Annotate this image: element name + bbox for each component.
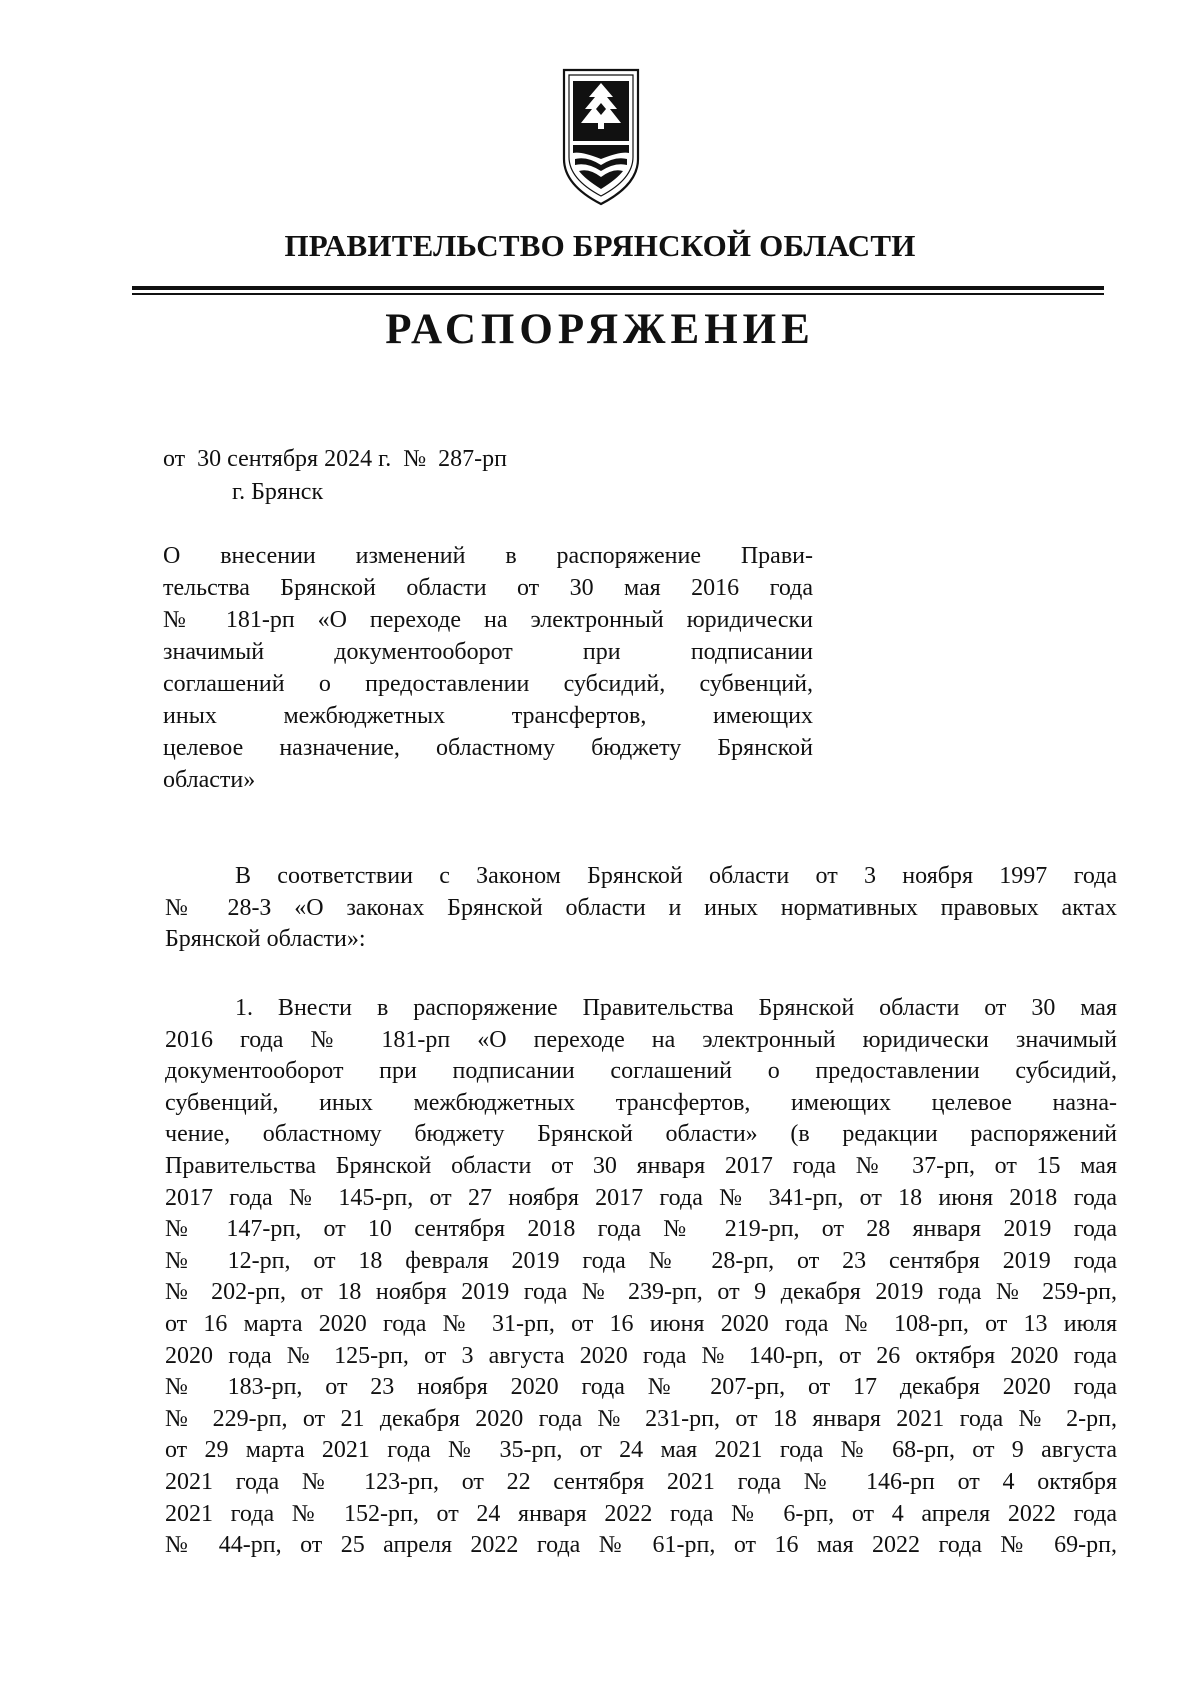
body-line: от 29 марта 2021 года № 35-рп, от 24 мая 2021 года № 68-рп, от 9 августа: [165, 1437, 1117, 1464]
body-line: В соответствии с Законом Брянской области от 3 ноября 1997 года: [235, 863, 1117, 889]
document-date-number: от 30 сентября 2024 г. № 287-рп: [163, 446, 507, 472]
body-line: № 44-рп, от 25 апреля 2022 года № 61-рп, от 16 мая 2022 года № 69-рп,: [165, 1532, 1117, 1559]
bryansk-coat-of-arms-icon: [561, 67, 641, 207]
body-line: 1. Внести в распоряжение Правительства Брянской области от 30 мая: [235, 995, 1117, 1021]
body-line: 2016 года № 181-рп «О переходе на электронный юридически значимый: [165, 1026, 1117, 1053]
body-line: № 28-З «О законах Брянской области и иных нормативных правовых актах: [165, 894, 1117, 921]
subject-line: тельства Брянской области от 30 мая 2016 года: [163, 575, 813, 601]
body-line: Брянской области»:: [165, 926, 366, 953]
clause-1-paragraph: [165, 993, 1117, 1562]
document-type-title: РАСПОРЯЖЕНИЕ: [385, 306, 815, 353]
header-rule-thin: [132, 293, 1104, 295]
body-line: 2021 года № 152-рп, от 24 января 2022 года № 6-рп, от 4 апреля 2022 года: [165, 1500, 1117, 1527]
body-line: 2017 года № 145-рп, от 27 ноября 2017 года № 341-рп, от 18 июня 2018 года: [165, 1184, 1117, 1211]
body-line: субвенций, иных межбюджетных трансфертов, имеющих целевое назна-: [165, 1089, 1117, 1116]
body-line: № 183-рп, от 23 ноября 2020 года № 207-рп, от 17 декабря 2020 года: [165, 1374, 1117, 1401]
document-place: г. Брянск: [232, 479, 324, 505]
subject-line: значимый документооборот при подписании: [163, 639, 813, 665]
header-rule-thick: [132, 286, 1104, 290]
subject-line: области»: [163, 767, 256, 793]
subject-line: № 181-рп «О переходе на электронный юридически: [163, 607, 813, 633]
body-line: № 12-рп, от 18 февраля 2019 года № 28-рп, от 23 сентября 2019 года: [165, 1247, 1117, 1274]
body-line: № 147-рп, от 10 сентября 2018 года № 219-рп, от 28 января 2019 года: [165, 1216, 1117, 1243]
body-line: чение, областному бюджету Брянской области» (в редакции распоряжений: [165, 1121, 1117, 1148]
body-line: 2021 года № 123-рп, от 22 сентября 2021 года № 146-рп от 4 октября: [165, 1468, 1117, 1495]
document-subject: [163, 540, 813, 796]
organization-name: ПРАВИТЕЛЬСТВО БРЯНСКОЙ ОБЛАСТИ: [284, 228, 916, 263]
subject-line: иных межбюджетных трансфертов, имеющих: [163, 703, 813, 729]
body-line: 2020 года № 125-рп, от 3 августа 2020 года № 140-рп, от 26 октября 2020 года: [165, 1342, 1117, 1369]
body-line: от 16 марта 2020 года № 31-рп, от 16 июня 2020 года № 108-рп, от 13 июля: [165, 1310, 1117, 1337]
subject-line: О внесении изменений в распоряжение Прави-: [163, 543, 813, 569]
body-line: № 202-рп, от 18 ноября 2019 года № 239-рп, от 9 декабря 2019 года № 259-рп,: [165, 1279, 1117, 1306]
subject-line: целевое назначение, областному бюджету Брянской: [163, 735, 813, 761]
subject-line: соглашений о предоставлении субсидий, субвенций,: [163, 671, 813, 697]
body-line: Правительства Брянской области от 30 января 2017 года № 37-рп, от 15 мая: [165, 1152, 1117, 1179]
body-line: документооборот при подписании соглашений о предоставлении субсидий,: [165, 1058, 1117, 1085]
preamble-paragraph: [165, 861, 1117, 956]
body-line: № 229-рп, от 21 декабря 2020 года № 231-рп, от 18 января 2021 года № 2-рп,: [165, 1405, 1117, 1432]
